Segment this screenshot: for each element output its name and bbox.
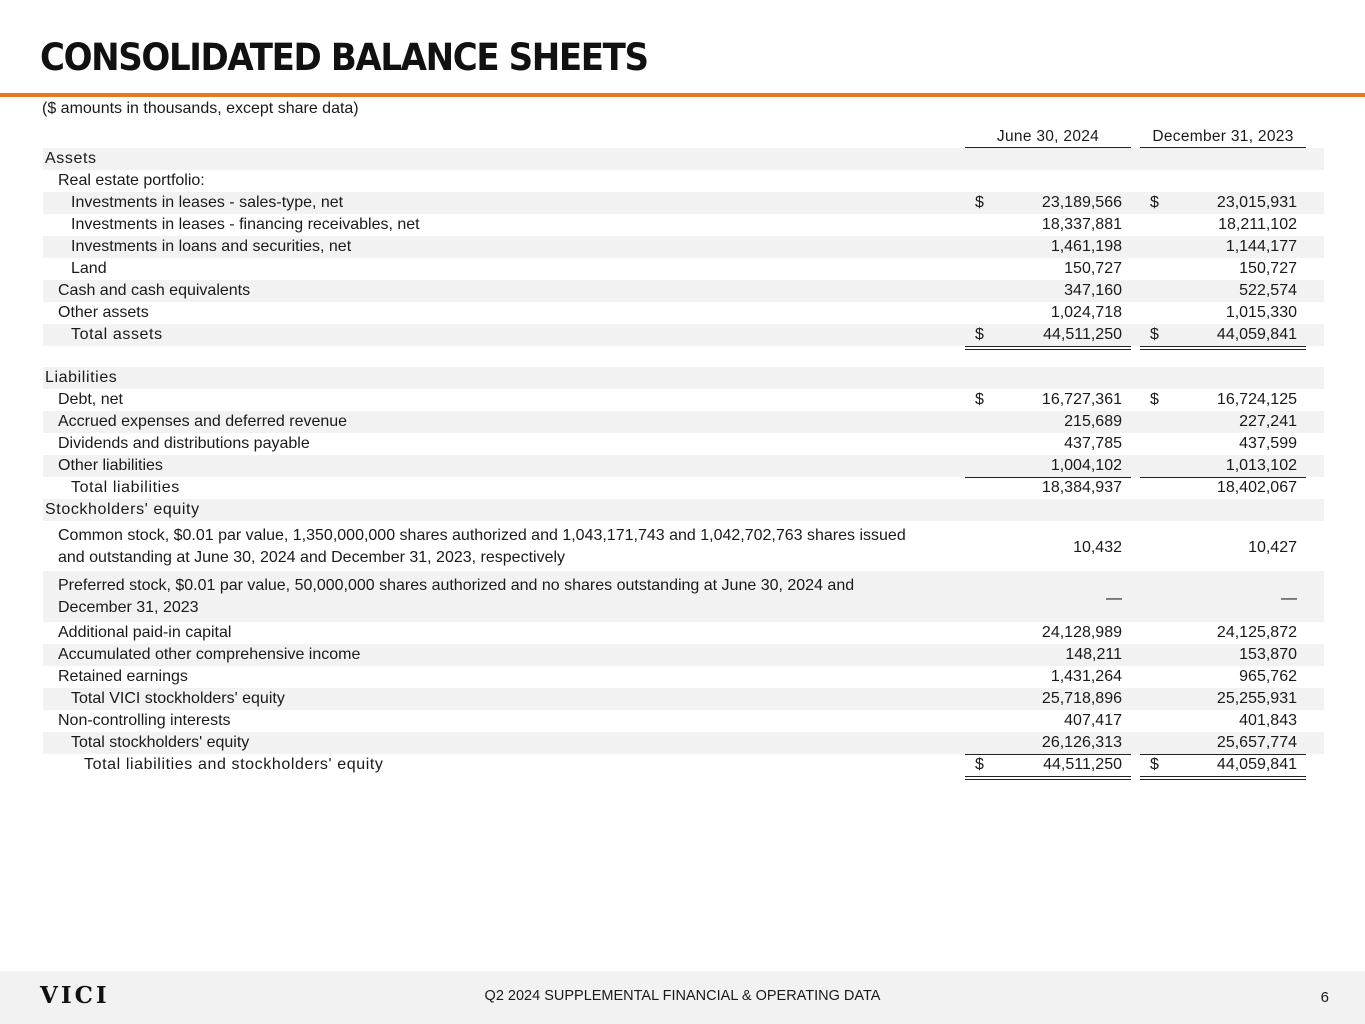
- row-label-accumulated-other-comprehensive-income: Accumulated other comprehensive income: [58, 646, 361, 663]
- cell-value: 24,125,872: [1216, 624, 1297, 641]
- cell-value: 23,015,931: [1216, 194, 1297, 211]
- currency-symbol: $: [1150, 756, 1159, 773]
- table-row: [43, 433, 1324, 455]
- row-label-non-controlling-interests: Non-controlling interests: [58, 712, 231, 729]
- cell-value: 150,727: [1064, 260, 1122, 277]
- table-row: [43, 622, 1324, 644]
- table-row: [43, 192, 1324, 214]
- cell-june-2024: [965, 521, 1131, 571]
- units-note: ($ amounts in thousands, except share data): [42, 100, 359, 117]
- cell-december-2023: [1140, 521, 1306, 571]
- cell-value: 18,402,067: [1216, 479, 1297, 496]
- column-header-december-2023: December 31, 2023: [1140, 128, 1306, 148]
- cell-value: —: [1106, 590, 1122, 607]
- cell-june-2024: [965, 688, 1131, 710]
- table-row: [43, 258, 1324, 280]
- cell-value: 10,427: [1248, 539, 1297, 556]
- cell-june-2024: [965, 622, 1131, 644]
- cell-december-2023: [1140, 236, 1306, 258]
- footer: [0, 971, 1365, 1024]
- cell-december-2023: [1140, 455, 1306, 478]
- cell-june-2024: [965, 324, 1131, 350]
- cell-june-2024: [965, 666, 1131, 689]
- cell-value: 23,189,566: [1041, 194, 1122, 211]
- cell-value: 1,024,718: [1050, 304, 1122, 321]
- cell-june-2024: [965, 411, 1131, 433]
- footer-text: Q2 2024 SUPPLEMENTAL FINANCIAL & OPERATING DATA: [484, 988, 881, 1004]
- cell-value: 44,059,841: [1216, 326, 1297, 343]
- row-label-real-estate-portfolio: Real estate portfolio:: [58, 172, 205, 189]
- table-row: [43, 214, 1324, 236]
- cell-december-2023: [1140, 214, 1306, 236]
- row-label-stockholders-equity: Stockholders' equity: [45, 501, 200, 518]
- table-row: [43, 754, 1324, 776]
- cell-december-2023: [1140, 732, 1306, 755]
- table-row: [43, 644, 1324, 666]
- row-label-common-stock-0-01-par-value-1-350-000-00: Common stock, $0.01 par value, 1,350,000,000 shares authorized and 1,043,171,743 and 1,042,702,763 shares issued and outstanding at June 30, 2024 and December 31, 2023, respectively: [58, 527, 906, 566]
- cell-value: 25,657,774: [1216, 734, 1297, 751]
- currency-symbol: $: [1150, 391, 1159, 408]
- cell-value: 24,128,989: [1041, 624, 1122, 641]
- table-row: [43, 732, 1324, 754]
- cell-june-2024: [965, 258, 1131, 280]
- row-label-investments-in-loans-and-securities-net: Investments in loans and securities, net: [71, 238, 352, 255]
- cell-value: 1,461,198: [1050, 238, 1122, 255]
- cell-value: 522,574: [1239, 282, 1297, 299]
- cell-value: 401,843: [1239, 712, 1297, 729]
- row-label-accrued-expenses-and-deferred-revenue: Accrued expenses and deferred revenue: [58, 413, 348, 430]
- cell-value: 44,511,250: [1043, 326, 1122, 343]
- cell-value: 16,724,125: [1216, 391, 1297, 408]
- page-title: CONSOLIDATED BALANCE SHEETS: [40, 36, 648, 79]
- table-row: [43, 477, 1324, 499]
- row-label-total-vici-stockholders-equity: Total VICI stockholders' equity: [71, 690, 285, 707]
- row-label-liabilities: Liabilities: [45, 369, 118, 386]
- cell-december-2023: [1140, 622, 1306, 644]
- cell-december-2023: [1140, 324, 1306, 350]
- table-row: [43, 666, 1324, 688]
- cell-value: 1,015,330: [1225, 304, 1297, 321]
- cell-value: 26,126,313: [1041, 734, 1122, 751]
- table-row: [43, 280, 1324, 302]
- currency-symbol: $: [975, 391, 984, 408]
- row-label-preferred-stock-0-01-par-value-50-000-00: Preferred stock, $0.01 par value, 50,000,000 shares authorized and no shares outstanding at June 30, 2024 and December 31, 2023: [58, 577, 855, 616]
- cell-value: 1,004,102: [1050, 457, 1122, 474]
- cell-value: 18,384,937: [1041, 479, 1122, 496]
- cell-june-2024: [965, 571, 1131, 622]
- row-label-total-assets: Total assets: [71, 326, 163, 343]
- row-label-total-liabilities: Total liabilities: [71, 479, 180, 496]
- cell-value: 10,432: [1073, 539, 1122, 556]
- cell-value: 347,160: [1064, 282, 1122, 299]
- cell-june-2024: [965, 433, 1131, 455]
- currency-symbol: $: [1150, 194, 1159, 211]
- cell-value: 1,013,102: [1225, 457, 1297, 474]
- title-rule: [0, 93, 1365, 97]
- cell-value: 227,241: [1239, 413, 1297, 430]
- page-number: 6: [1320, 989, 1329, 1006]
- table-row: [43, 170, 1324, 192]
- currency-symbol: $: [975, 194, 984, 211]
- cell-june-2024: [965, 710, 1131, 733]
- section-header-row: [43, 148, 1324, 170]
- cell-december-2023: [1140, 433, 1306, 455]
- cell-value: 148,211: [1065, 646, 1122, 663]
- cell-value: 150,727: [1239, 260, 1297, 277]
- cell-december-2023: [1140, 389, 1306, 411]
- cell-june-2024: [965, 644, 1131, 666]
- table-row: [43, 411, 1324, 433]
- vici-logo: VICI: [40, 982, 110, 1009]
- cell-value: 1,431,264: [1050, 668, 1122, 685]
- cell-value: 437,599: [1239, 435, 1297, 452]
- row-label-assets: Assets: [45, 150, 97, 167]
- cell-value: 1,144,177: [1225, 238, 1297, 255]
- row-label-total-stockholders-equity: Total stockholders' equity: [71, 734, 250, 751]
- cell-june-2024: [965, 236, 1131, 258]
- cell-december-2023: [1140, 477, 1306, 500]
- cell-value: 16,727,361: [1041, 391, 1122, 408]
- cell-value: 18,211,102: [1218, 216, 1297, 233]
- cell-june-2024: [965, 455, 1131, 478]
- section-header-row: [43, 367, 1324, 389]
- cell-december-2023: [1140, 280, 1306, 302]
- cell-value: 25,718,896: [1041, 690, 1122, 707]
- cell-december-2023: [1140, 411, 1306, 433]
- row-label-investments-in-leases-financing-receivab: Investments in leases - financing receivables, net: [71, 216, 420, 233]
- cell-value: —: [1281, 590, 1297, 607]
- table-row: [43, 236, 1324, 258]
- row-label-other-assets: Other assets: [58, 304, 149, 321]
- currency-symbol: $: [975, 756, 984, 773]
- currency-symbol: $: [1150, 326, 1159, 343]
- section-header-row: [43, 499, 1324, 521]
- cell-value: 437,785: [1064, 435, 1122, 452]
- cell-june-2024: [965, 302, 1131, 325]
- cell-value: 44,511,250: [1043, 756, 1122, 773]
- table-row: [43, 571, 1324, 622]
- cell-june-2024: [965, 477, 1131, 500]
- cell-december-2023: [1140, 754, 1306, 780]
- cell-value: 44,059,841: [1216, 756, 1297, 773]
- cell-june-2024: [965, 754, 1131, 780]
- cell-june-2024: [965, 280, 1131, 302]
- cell-june-2024: [965, 389, 1131, 411]
- row-label-investments-in-leases-sales-type-net: Investments in leases - sales-type, net: [71, 194, 344, 211]
- table-row: [43, 710, 1324, 732]
- cell-value: 18,337,881: [1041, 216, 1122, 233]
- cell-june-2024: [965, 732, 1131, 755]
- cell-value: 25,255,931: [1216, 690, 1297, 707]
- row-label-additional-paid-in-capital: Additional paid-in capital: [58, 624, 232, 641]
- table-row: [43, 688, 1324, 710]
- cell-december-2023: [1140, 688, 1306, 710]
- table-row: [43, 521, 1324, 571]
- table-row: [43, 324, 1324, 346]
- row-label-land: Land: [71, 260, 107, 277]
- cell-value: 215,689: [1064, 413, 1122, 430]
- cell-december-2023: [1140, 571, 1306, 622]
- row-label-cash-and-cash-equivalents: Cash and cash equivalents: [58, 282, 251, 299]
- cell-june-2024: [965, 214, 1131, 236]
- cell-december-2023: [1140, 666, 1306, 689]
- cell-value: 965,762: [1239, 668, 1297, 685]
- cell-december-2023: [1140, 302, 1306, 325]
- cell-december-2023: [1140, 192, 1306, 214]
- table-row: [43, 389, 1324, 411]
- row-label-retained-earnings: Retained earnings: [58, 668, 188, 685]
- cell-december-2023: [1140, 258, 1306, 280]
- row-label-total-liabilities-and-stockholders-equit: Total liabilities and stockholders' equity: [84, 756, 384, 773]
- column-header-june-2024: June 30, 2024: [965, 128, 1131, 148]
- row-label-other-liabilities: Other liabilities: [58, 457, 163, 474]
- currency-symbol: $: [975, 326, 984, 343]
- table-row: [43, 455, 1324, 477]
- row-label-dividends-and-distributions-payable: Dividends and distributions payable: [58, 435, 310, 452]
- cell-value: 153,870: [1239, 646, 1297, 663]
- cell-december-2023: [1140, 710, 1306, 733]
- cell-june-2024: [965, 192, 1131, 214]
- table-row: [43, 302, 1324, 324]
- cell-value: 407,417: [1064, 712, 1122, 729]
- cell-december-2023: [1140, 644, 1306, 666]
- row-label-debt-net: Debt, net: [58, 391, 123, 408]
